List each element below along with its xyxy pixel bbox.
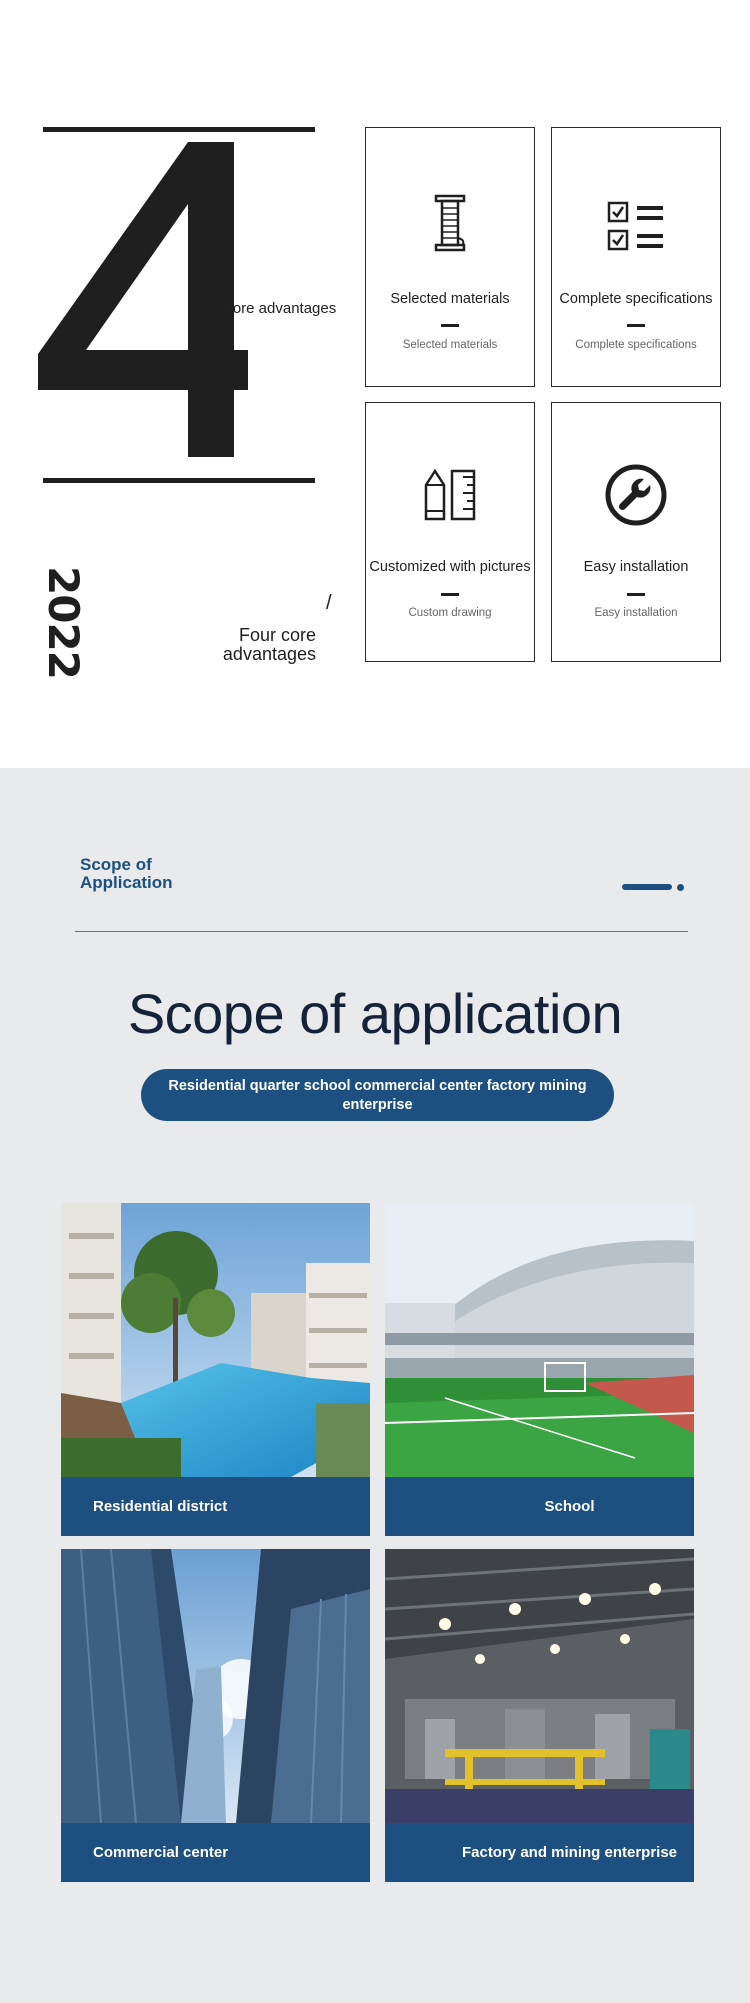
tile-caption: Commercial center — [61, 1823, 370, 1882]
card-title: Selected materials — [390, 291, 510, 307]
scope-small-title — [80, 856, 173, 892]
core-advantages-section — [0, 0, 750, 768]
card-subtitle: Easy installation — [594, 607, 678, 619]
four-core-line2: advantages — [222, 644, 316, 664]
tile-residential[interactable] — [61, 1203, 370, 1536]
top-divider — [43, 127, 315, 132]
card-title: Complete specifications — [559, 291, 713, 307]
scope-main-title: Scope of application — [127, 982, 623, 1045]
card-dash — [441, 324, 459, 327]
card-dash — [441, 593, 459, 596]
advantage-card-installation — [551, 402, 721, 662]
card-dash — [627, 593, 645, 596]
factory-hall-photo — [385, 1549, 694, 1823]
tile-caption: School — [385, 1477, 694, 1536]
tile-caption: Factory and mining enterprise — [385, 1823, 694, 1882]
advantage-card-materials — [365, 127, 535, 387]
card-dash — [627, 324, 645, 327]
card-subtitle: Custom drawing — [408, 607, 492, 619]
bottom-divider — [43, 478, 315, 483]
card-subtitle: Selected materials — [402, 339, 498, 351]
pencil-ruler-icon — [422, 467, 478, 523]
advantage-card-custom — [365, 402, 535, 662]
tile-commercial[interactable] — [61, 1549, 370, 1882]
wrench-icon — [604, 463, 668, 527]
decor-pill — [622, 884, 672, 890]
scope-of-application-section — [0, 768, 750, 2003]
checklist-icon — [607, 200, 665, 252]
slash-mark: / — [326, 592, 332, 614]
skyscrapers-photo — [61, 1549, 370, 1823]
school-stadium-photo — [385, 1203, 694, 1477]
four-core-line1: Four core — [238, 625, 316, 645]
card-subtitle: Complete specifications — [575, 339, 697, 351]
four-core-advantages-label — [176, 626, 316, 664]
residential-pool-photo — [61, 1203, 370, 1477]
advantage-card-specifications — [551, 127, 721, 387]
card-title: Customized with pictures — [369, 559, 531, 575]
big-number-four — [38, 142, 248, 457]
card-title: Easy installation — [583, 559, 689, 575]
tile-factory[interactable] — [385, 1549, 694, 1882]
decor-dot — [677, 884, 684, 891]
scope-banner: Residential quarter school commercial center factory mining enterprise — [141, 1069, 614, 1121]
core-advantages-label: Core advantages — [222, 300, 337, 317]
tile-school[interactable] — [385, 1203, 694, 1536]
tile-caption: Residential district — [61, 1477, 370, 1536]
scope-small-title-line1: Scope of — [80, 855, 152, 874]
section-divider — [75, 931, 688, 932]
scope-small-title-line2: Application — [80, 873, 173, 892]
year-label: 2022 — [39, 566, 88, 679]
spool-icon — [430, 194, 470, 252]
